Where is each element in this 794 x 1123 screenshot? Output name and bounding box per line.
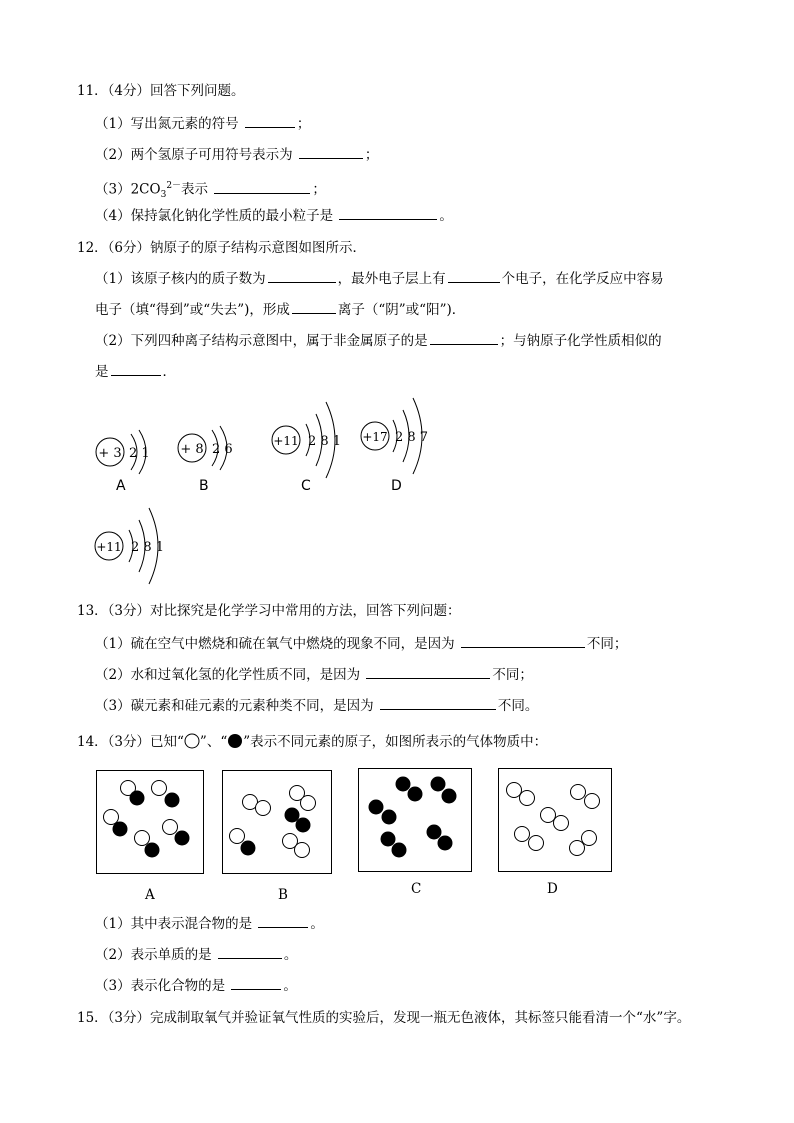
white-atom-icon	[184, 733, 200, 749]
q13-part3: （3）碳元素和硅元素的元素种类不同，是因为 不同。	[95, 698, 539, 714]
q13-part1: （1）硫在空气中燃烧和硫在氧气中燃烧的现象不同，是因为 不同；	[95, 636, 628, 652]
shell-electrons: 2 8 1	[308, 434, 342, 449]
q11-part1: （1）写出氮元素的符号 ；	[95, 116, 311, 132]
atom-diagram-b	[176, 414, 246, 484]
diagram-label-b: B	[199, 478, 209, 494]
answer-blank[interactable]	[366, 665, 490, 679]
answer-blank[interactable]	[245, 114, 295, 128]
shell-electrons: 2 6	[212, 442, 233, 457]
answer-blank[interactable]	[258, 914, 308, 928]
q14-part1: （1）其中表示混合物的是 。	[95, 916, 324, 932]
box-label-d: D	[547, 881, 558, 897]
q14-part2: （2）表示单质的是 。	[95, 947, 298, 963]
q11-part2: （2）两个氢原子可用符号表示为 ；	[95, 147, 379, 163]
q11-part3: $(3)2CO_3^{2-}$表示 ；	[95, 181, 326, 201]
box-label-c: C	[411, 881, 422, 897]
q13-part2: （2）水和过氧化氢的化学性质不同，是因为 不同；	[95, 667, 533, 683]
atom-diagram-d	[359, 388, 439, 484]
answer-blank[interactable]	[231, 976, 281, 990]
answer-blank[interactable]	[292, 300, 336, 314]
q15-title: 15．（3分）完成制取氧气并验证氧气性质的实验后，发现一瓶无色液体，其标签只能看清一个“水”字。	[77, 1010, 691, 1026]
answer-blank[interactable]	[448, 269, 500, 283]
answer-blank[interactable]	[430, 331, 498, 345]
answer-blank[interactable]	[461, 634, 585, 648]
shell-electrons: 2 1	[129, 446, 150, 461]
nucleus-charge: +17	[362, 430, 388, 444]
q12-part2-line2: 是 ．	[95, 364, 176, 380]
diagram-label-c: C	[301, 478, 311, 494]
molecule-box-c	[358, 768, 472, 872]
box-label-b: B	[278, 887, 288, 903]
q11-part4: （4）保持氯化钠化学性质的最小粒子是 。	[95, 208, 453, 224]
q14-title: 14．（3分）已知“ ”、“ ”表示不同元素的原子，如图所表示的气体物质中：	[77, 734, 548, 750]
q12-part1-line2: 电子（填“得到”或“失去”)，形成 离子（“阴”或“阳”)．	[95, 302, 466, 318]
box-label-a: A	[145, 887, 155, 903]
answer-blank[interactable]	[218, 945, 282, 959]
q14-part3: （3）表示化合物的是 。	[95, 978, 297, 994]
diagram-label-a: A	[116, 478, 126, 494]
atom-diagram-a	[93, 418, 163, 488]
atom-diagram-c	[270, 392, 350, 488]
answer-blank[interactable]	[111, 362, 161, 376]
q12-title: 12．（6分）钠原子的原子结构示意图如图所示．	[77, 240, 367, 256]
nucleus-charge: +11	[273, 434, 299, 448]
molecule-box-b	[222, 770, 332, 874]
sodium-atom-diagram	[92, 498, 172, 594]
answer-blank[interactable]	[214, 180, 310, 194]
diagram-label-d: D	[391, 478, 402, 494]
answer-blank[interactable]	[268, 269, 336, 283]
nucleus-charge: + 3	[98, 446, 122, 461]
answer-blank[interactable]	[339, 206, 437, 220]
answer-blank[interactable]	[299, 145, 363, 159]
shell-electrons: 2 8 7	[395, 430, 429, 445]
black-atom-icon	[227, 733, 243, 749]
molecule-box-d	[498, 768, 612, 872]
shell-electrons: 2 8 1	[131, 540, 165, 555]
molecule-box-a	[96, 770, 204, 874]
q12-part1-line1: （1）该原子核内的质子数为 ，最外电子层上有 个电子，在化学反应中容易	[95, 271, 664, 287]
q12-part2-line1: （2）下列四种离子结构示意图中，属于非金属原子的是 ；与钠原子化学性质相似的	[95, 333, 662, 349]
answer-blank[interactable]	[380, 696, 496, 710]
nucleus-charge: + 8	[180, 442, 204, 457]
q13-title: 13．（3分）对比探究是化学学习中常用的方法，回答下列问题：	[77, 603, 461, 619]
q11-title: 11．（4分）回答下列问题。	[77, 83, 245, 99]
nucleus-charge: +11	[96, 540, 122, 554]
